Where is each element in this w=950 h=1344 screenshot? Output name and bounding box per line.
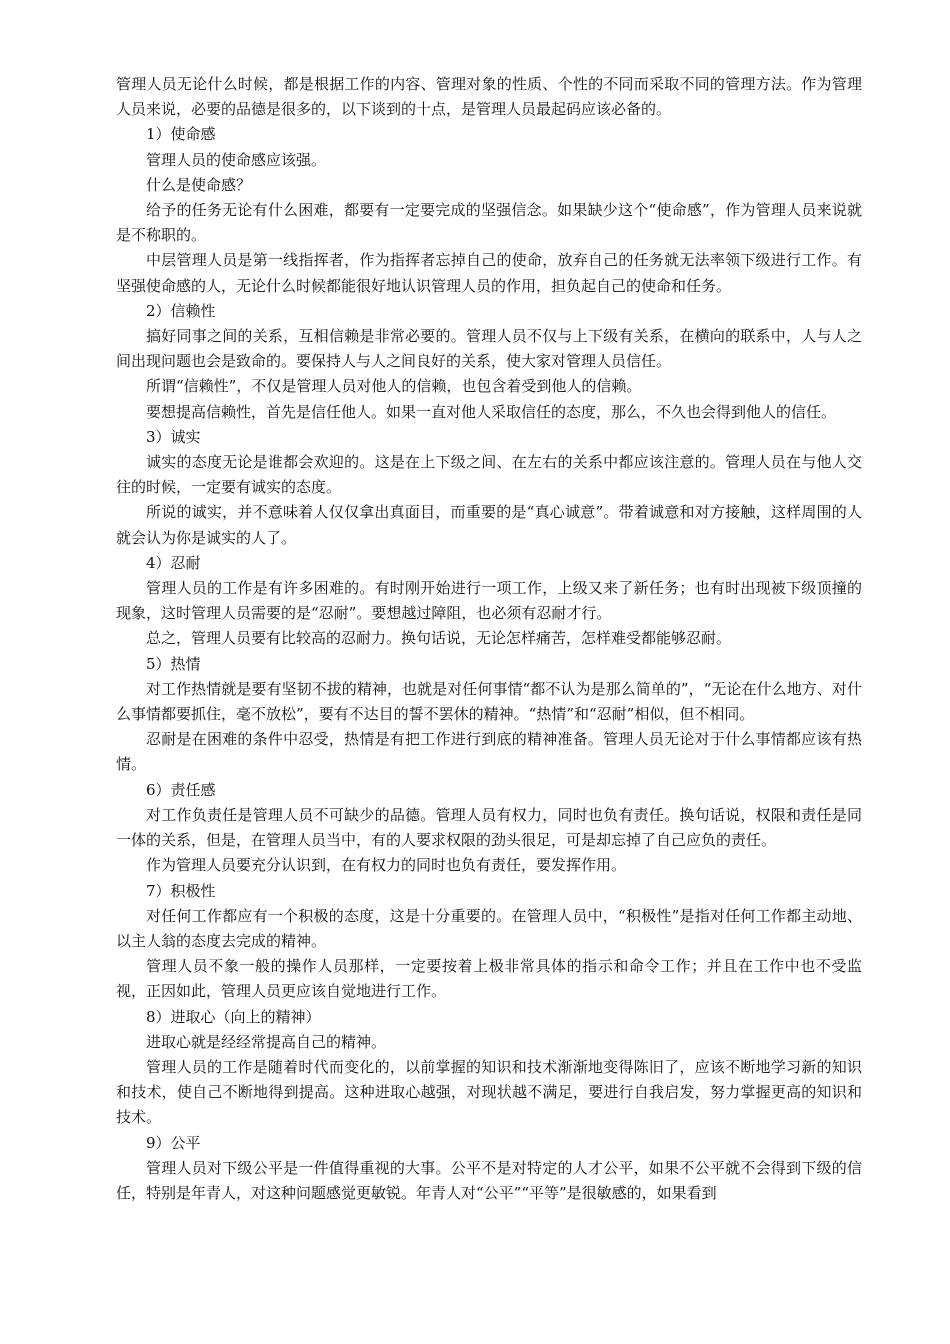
body-paragraph: 进取心就是经经常提高自己的精神。 xyxy=(146,1032,387,1051)
body-paragraph: 要想提高信赖性，首先是信任他人。如果一直对他人采取信任的态度，那么，不久也会得到他人的信任。 xyxy=(146,402,837,421)
body-paragraph: 管理人员不象一般的操作人员那样，一定要按着上极非常具体的指示和命令工作；并且在工作中也不受监视，正因如此，管理人员更应该自觉地进行工作。 xyxy=(116,957,862,1001)
section-heading: 4）忍耐 xyxy=(146,553,201,572)
body-paragraph: 对任何工作都应有一个积极的态度，这是十分重要的。在管理人员中，“积极性”是指对任何工作都主动地、以主人翁的态度去完成的精神。 xyxy=(116,906,862,950)
body-paragraph: 管理人员的工作是有许多困难的。有时刚开始进行一项工作，上级又来了新任务；也有时出现被下级顶撞的现象，这时管理人员需要的是“忍耐”。要想越过障阻，也必须有忍耐才行。 xyxy=(116,579,862,623)
body-paragraph: 给予的任务无论有什么困难，都要有一定要完成的坚强信念。如果缺少这个“使命感”，作为管理人员来说就是不称职的。 xyxy=(116,201,862,245)
body-paragraph: 忍耐是在困难的条件中忍受，热情是有把工作进行到底的精神准备。管理人员无论对于什么事情都应该有热情。 xyxy=(116,730,862,774)
section-heading: 1）使命感 xyxy=(146,125,216,144)
body-paragraph: 管理人员无论什么时候，都是根据工作的内容、管理对象的性质、个性的不同而采取不同的管理方法。作为管理人员来说，必要的品德是很多的，以下谈到的十点，是管理人员最起码应该必备的。 xyxy=(116,75,862,119)
section-heading: 5）热情 xyxy=(146,654,201,673)
body-paragraph: 管理人员的使命感应该强。 xyxy=(146,150,327,169)
body-paragraph: 所说的诚实，并不意味着人仅仅拿出真面目，而重要的是“真心诚意”。带着诚意和对方接触，这样周围的人就会认为你是诚实的人了。 xyxy=(116,503,862,547)
body-paragraph: 搞好同事之间的关系，互相信赖是非常必要的。管理人员不仅与上下级有关系，在横向的联系中，人与人之间出现问题也会是致命的。要保持人与人之间良好的关系，使大家对管理人员信任。 xyxy=(116,327,862,371)
body-paragraph: 对工作负责任是管理人员不可缺少的品德。管理人员有权力，同时也负有责任。换句话说，权限和责任是同一体的关系，但是，在管理人员当中，有的人要求权限的劲头很足，可是却忘掉了自己应负的责任。 xyxy=(116,805,862,850)
body-paragraph: 诚实的态度无论是谁都会欢迎的。这是在上下级之间、在左右的关系中都应该注意的。管理人员在与他人交往的时候，一定要有诚实的态度。 xyxy=(116,453,862,497)
body-paragraph: 管理人员对下级公平是一件值得重视的大事。公平不是对特定的人才公平，如果不公平就不会得到下级的信任，特别是年青人，对这种问题感觉更敏锐。年青人对“公平”“平等”是很敏感的，如果看到 xyxy=(116,1158,862,1202)
body-paragraph: 什么是使命感？ xyxy=(146,175,252,194)
section-heading: 7）积极性 xyxy=(146,881,216,900)
section-heading: 2）信赖性 xyxy=(146,301,216,320)
document-page xyxy=(116,72,862,1206)
body-paragraph: 管理人员的工作是随着时代而变化的，以前掌握的知识和技术渐渐地变得陈旧了，应该不断地学习新的知识和技术，使自己不断地得到提高。这种进取心越强，对现状越不满足，要进行自我启发，努力掌握更高的知识和技术。 xyxy=(116,1057,862,1127)
body-paragraph: 作为管理人员要充分认识到，在有权力的同时也负有责任，要发挥作用。 xyxy=(146,856,627,875)
body-paragraph: 总之，管理人员要有比较高的忍耐力。换句话说，无论怎样痛苦，怎样难受都能够忍耐。 xyxy=(146,629,732,648)
section-heading: 6）责任感 xyxy=(146,780,216,799)
body-paragraph: 中层管理人员是第一线指挥者，作为指挥者忘掉自己的使命，放弃自己的任务就无法率领下级进行工作。有坚强使命感的人，无论什么时候都能很好地认识管理人员的作用，担负起自己的使命和任务。 xyxy=(116,251,862,295)
body-paragraph: 对工作热情就是要有坚韧不拔的精神，也就是对任何事情“都不认为是那么简单的”，“无论在什么地方、对什么事情都要抓住，毫不放松”，要有不达目的誓不罢休的精神。“热情”和“忍耐”相似，但不相同。 xyxy=(116,679,862,724)
section-heading: 8）进取心（向上的精神） xyxy=(146,1007,321,1026)
section-heading: 3）诚实 xyxy=(146,427,201,446)
section-heading: 9）公平 xyxy=(146,1133,201,1152)
body-paragraph: 所谓“信赖性”，不仅是管理人员对他人的信赖，也包含着受到他人的信赖。 xyxy=(146,377,642,396)
